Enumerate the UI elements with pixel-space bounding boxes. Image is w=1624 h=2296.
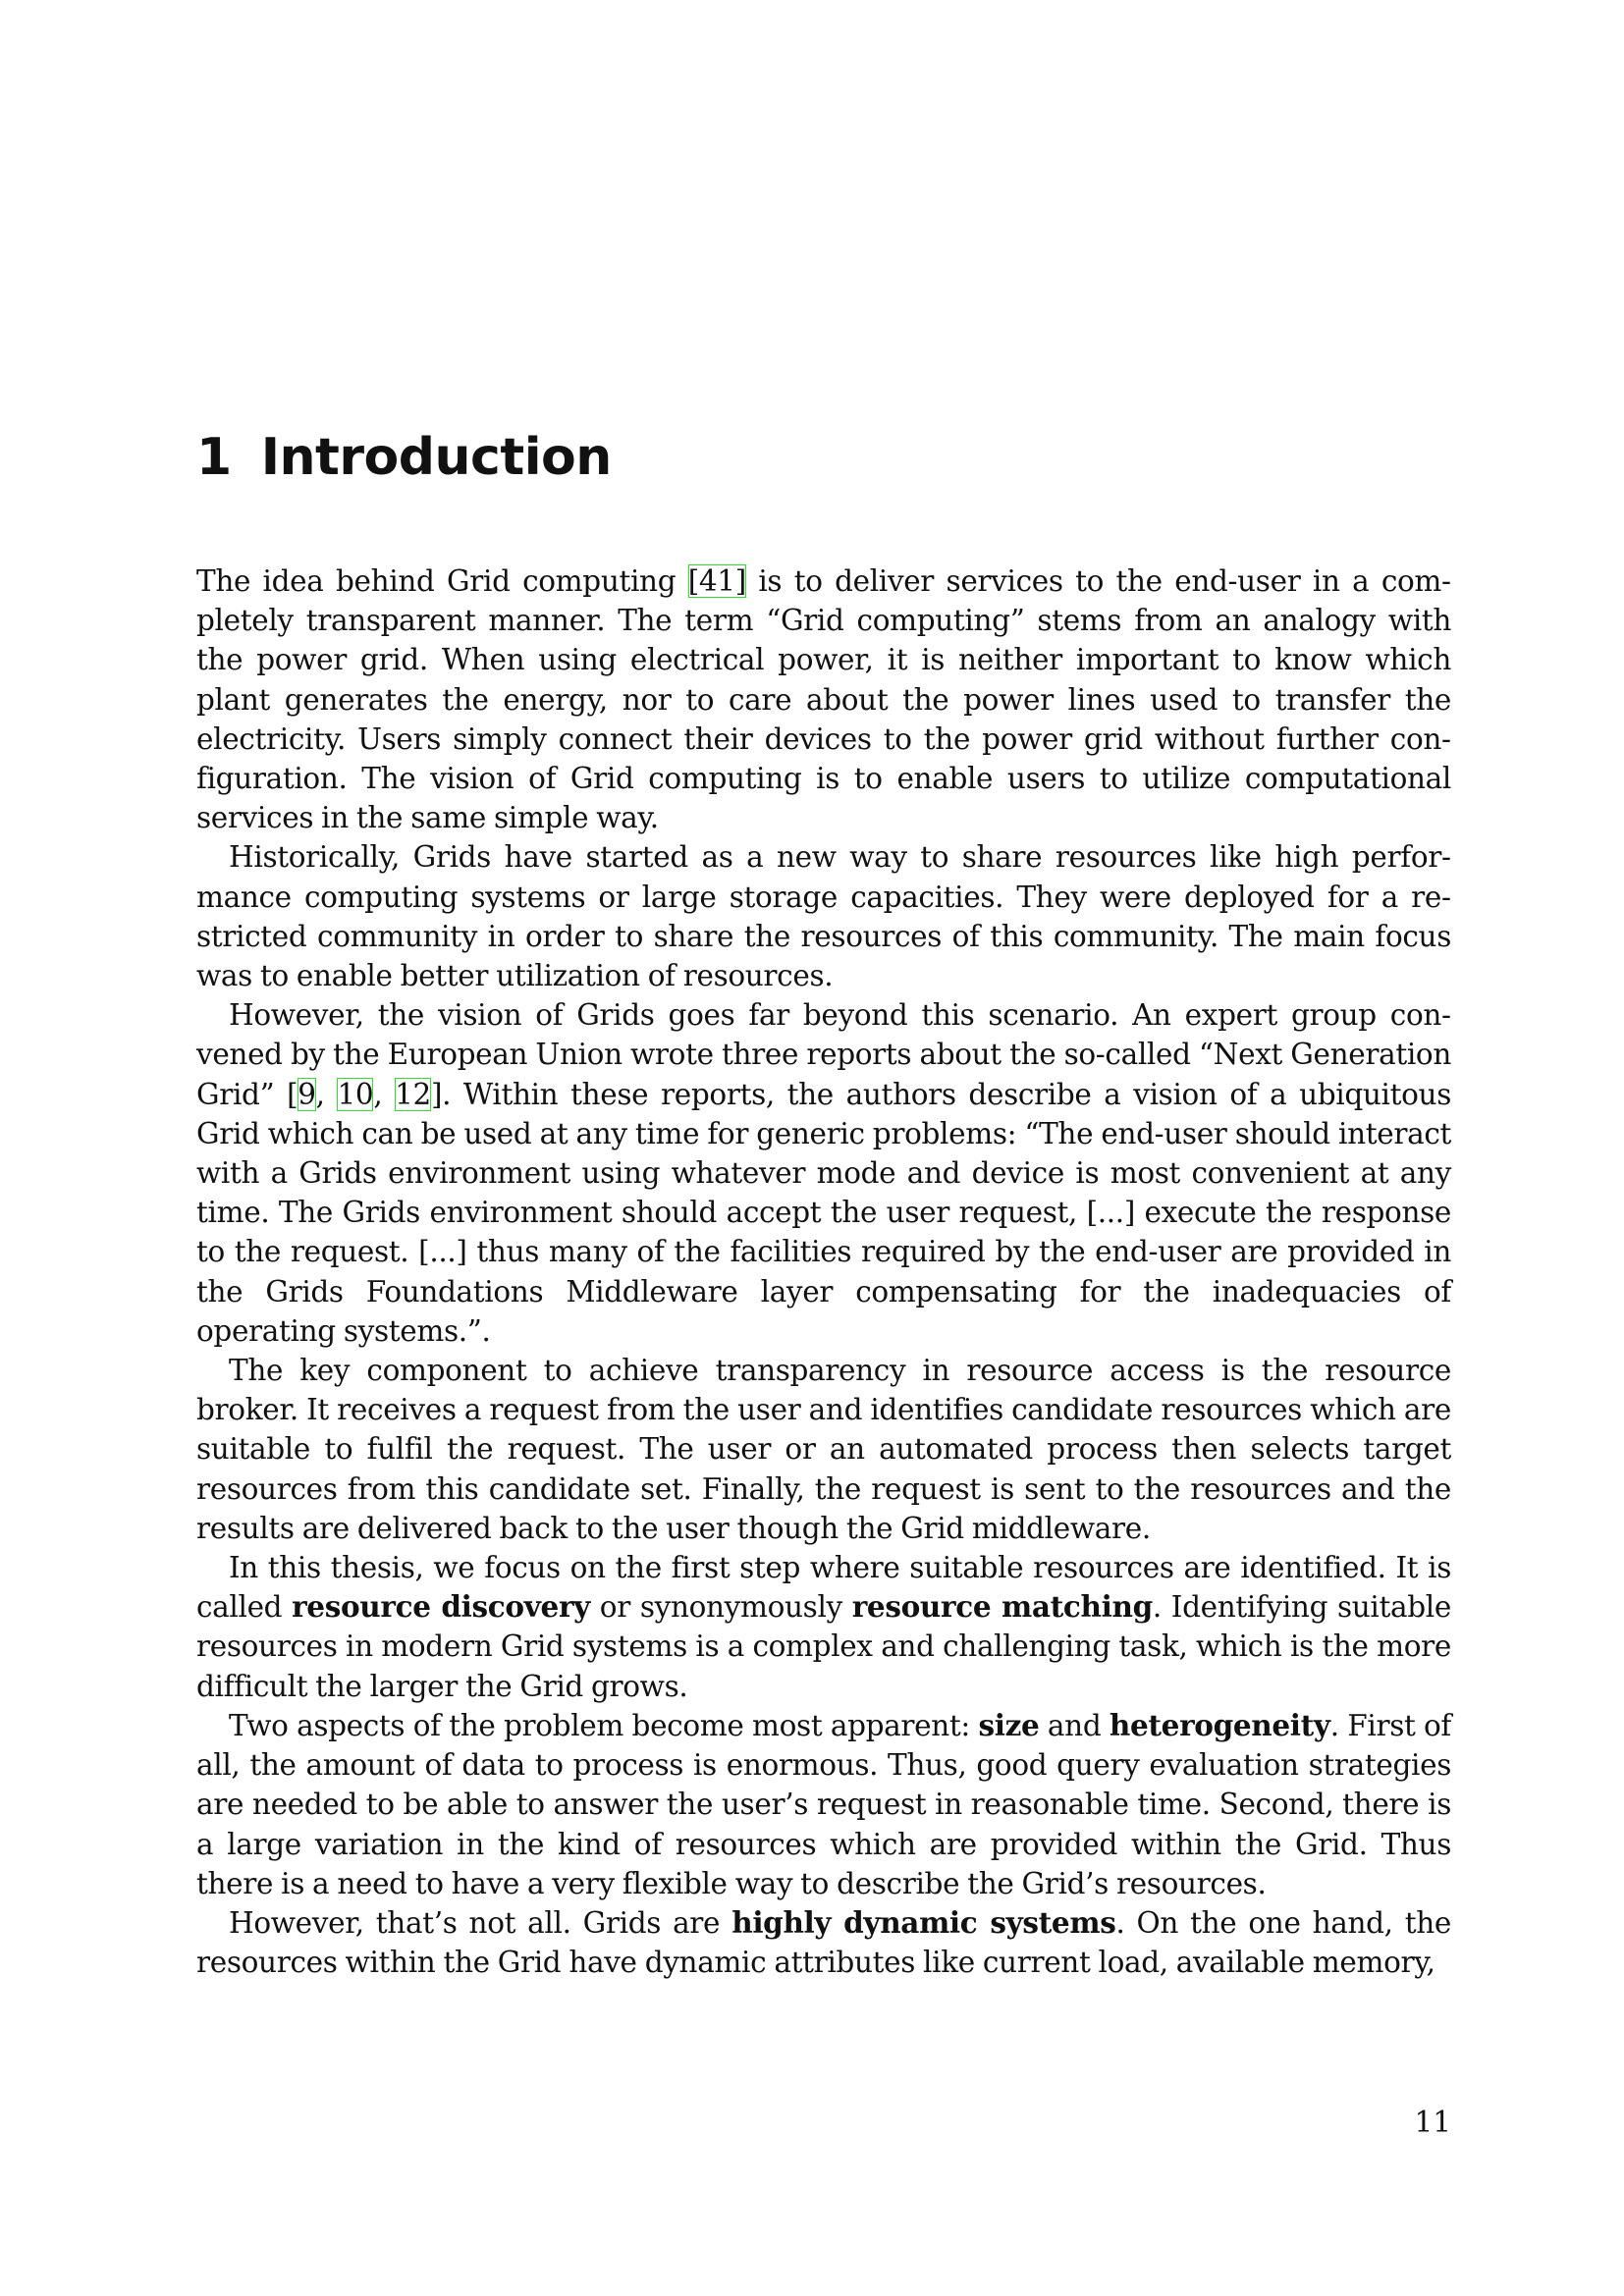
chapter-title: Introduction [260, 428, 612, 487]
paragraph-5: In this thesis, we focus on the first step where suitable resources are identified. It is called resource discovery or synonymously resource matching. Identifying suitable resources in modern Grid systems is a complex and challenging task, which is the more difficult the larger the Grid grows. [196, 1551, 1451, 1703]
body-text [196, 561, 1451, 1982]
citation-link[interactable]: 9 [298, 1077, 316, 1111]
paragraph-3: However, the vision of Grids goes far beyond this scenario. An expert group convened by the European Union wrote three reports about the so-called “Next Generation Grid” [9, 10, 12]. Within these reports, the authors describe a vision of a ubiquitous Grid which can be used at any time for generic problems: “The end-user should interact with a Grids environment using whatever mode and device is most convenient at any time. The Grids environment should accept the user request, [...] execute the response to the request. [...] thus many of the facilities required by the end-user are provided in the Grids Foundations Middleware layer compensating for the inadequacies of operating systems.”. [196, 998, 1451, 1348]
bold-term: highly dynamic systems [731, 1904, 1116, 1940]
paragraph-6: Two aspects of the problem become most apparent: size and heterogeneity. First of all, the amount of data to process is enormous. Thus, good query evaluation strategies are needed to be able to answer the user’s request in reasonable time. Second, there is a large variation in the kind of resources which are provided within the Grid. Thus there is a need to have a very flexible way to describe the Grid’s resources. [196, 1707, 1451, 1900]
citation-link[interactable]: 10 [337, 1077, 374, 1111]
bold-term: resource discovery [292, 1589, 590, 1625]
page-number: 11 [1414, 2106, 1451, 2139]
chapter-heading [196, 428, 612, 487]
paragraph-7: However, that’s not all. Grids are highly dynamic systems. On the one hand, the resources within the Grid have dynamic attributes like current load, available memory, [196, 1904, 1451, 1980]
paragraph-2: Historically, Grids have started as a new way to share resources like high performance computing systems or large storage capacities. They were deployed for a restricted community in order to share the resources of this community. The main focus was to enable better utilization of resources. [196, 840, 1451, 993]
bold-term: heterogeneity [1109, 1707, 1330, 1742]
citation-link[interactable]: 12 [395, 1077, 431, 1111]
bold-term: resource matching [851, 1589, 1153, 1625]
paragraph-4: The key component to achieve transparency in resource access is the resource broker. It receives a request from the user and identifies candidate resources which are suitable to fulfil the request. The user or an automated process then selects target resources from this candidate set. Finally, the request is sent to the resources and the results are delivered back to the user though the Grid middleware. [196, 1354, 1451, 1545]
paragraph-1: The idea behind Grid computing [41] is to deliver services to the end-user in a completely transparent manner. The term “Grid computing” stems from an analogy with the power grid. When using electrical power, it is neither important to know which plant generates the energy, nor to care about the power lines used to transfer the electricity. Users simply connect their devices to the power grid without further configuration. The vision of Grid computing is to enable users to utilize computational services in the same simple way. [196, 564, 1451, 835]
chapter-number: 1 [196, 428, 232, 487]
bold-term: size [978, 1707, 1040, 1742]
citation-link[interactable]: [41] [687, 564, 746, 598]
